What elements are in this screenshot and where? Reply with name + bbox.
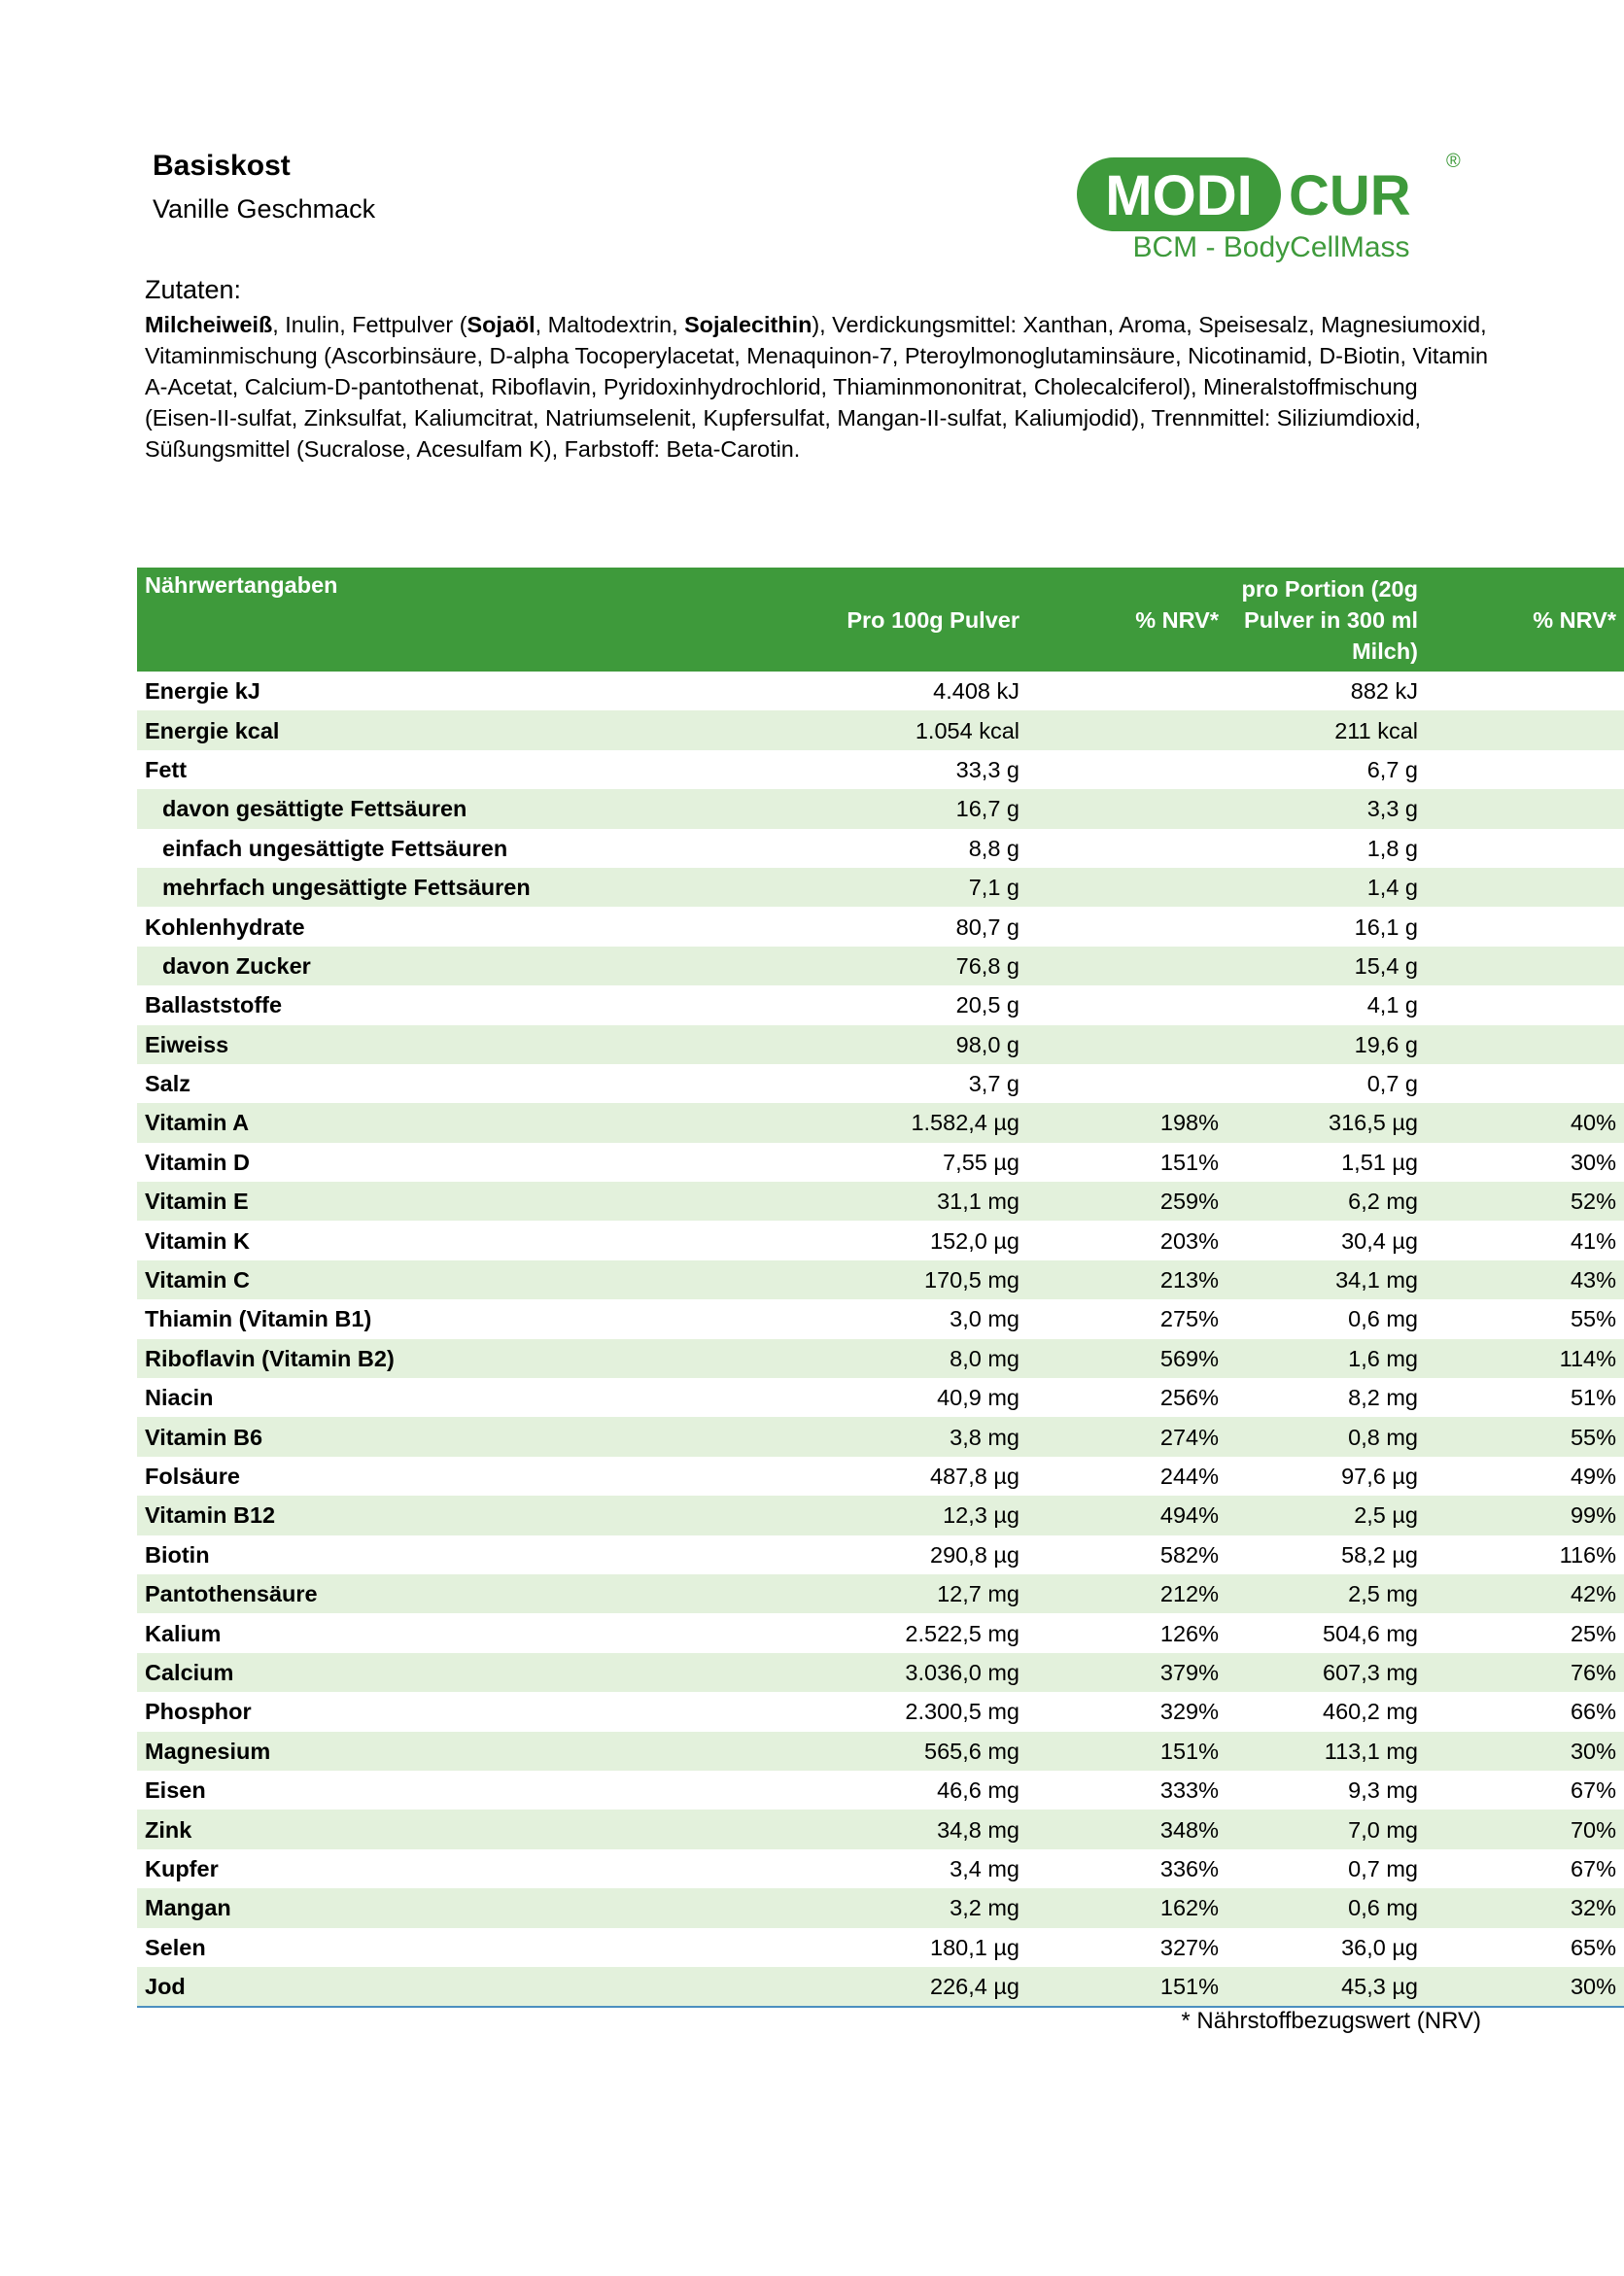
nrv-per-portion: 30%	[1570, 1149, 1616, 1175]
nutrition-row	[137, 907, 1624, 946]
value-per-100g: 152,0 µg	[930, 1227, 1019, 1254]
nrv-per-portion: 30%	[1426, 1967, 1624, 2007]
ingredients-segment: ), Verdickungsmittel: Xanthan, Aroma, Speisesalz, Magnesiumoxid, Vitaminmischung (Ascorbinsäure, D-alpha Tocoperylacetat, Menaquinon-7, Pteroylmonoglutaminsäure, Nicotinamid, D-Biotin, Vitamin A-Acetat, Calcium-D-pantothenat, Riboflavin, Pyridoxinhydrochlorid, Thiaminmononitrat, Cholecalciferol), Mineralstoffmischung (Eisen-II-sulfat, Zinksulfat, Kaliumcitrat, Natriumselenit, Kupfersulfat, Mangan-II-sulfat, Kaliumjodid), Trennmittel: Siliziumdioxid, Süßungsmittel (Sucralose, Acesulfam K), Farbstoff: Beta-Carotin.	[145, 312, 1489, 462]
nrv-per-100g	[1027, 710, 1227, 749]
nutrient-name: davon Zucker	[137, 947, 749, 985]
value-per-100g: 1.582,4 µg	[749, 1103, 1027, 1142]
nrv-per-100g: 203%	[1159, 1227, 1219, 1254]
value-per-100g: 170,5 mg	[749, 1260, 1027, 1299]
nutrient-name: Fett	[145, 756, 188, 782]
nutrient-name: Vitamin E	[137, 1182, 749, 1221]
nrv-per-portion: 43%	[1426, 1260, 1624, 1299]
value-per-100g: 98,0 g	[749, 1025, 1027, 1064]
nutrient-name: Jod	[137, 1967, 749, 2007]
nutrition-row	[137, 1692, 1624, 1731]
nrv-per-portion: 67%	[1570, 1855, 1616, 1881]
value-per-portion: 211 kcal	[1227, 710, 1426, 749]
value-per-100g: 3.036,0 mg	[749, 1653, 1027, 1692]
value-per-100g: 2.522,5 mg	[905, 1620, 1019, 1646]
nutrition-row	[137, 1732, 1624, 1771]
value-per-100g: 3,4 mg	[950, 1855, 1019, 1881]
nrv-per-100g: 259%	[1027, 1182, 1227, 1221]
value-per-100g: 487,8 µg	[930, 1464, 1019, 1489]
value-per-portion: 97,6 µg	[1341, 1464, 1418, 1489]
nutrient-name: Energie kcal	[137, 710, 749, 749]
nrv-per-100g: 162%	[1027, 1888, 1227, 1927]
nrv-per-portion	[1426, 868, 1624, 907]
value-per-100g: 7,1 g	[749, 868, 1027, 907]
value-per-portion: 460,2 mg	[1323, 1699, 1418, 1725]
value-per-100g: 20,5 g	[955, 992, 1019, 1018]
logo-word-cur: CUR	[1289, 164, 1411, 227]
value-per-100g: 8,0 mg	[749, 1339, 1027, 1378]
nutrient-name: mehrfach ungesättigte Fettsäuren	[137, 868, 749, 907]
value-per-portion: 36,0 µg	[1341, 1934, 1418, 1960]
nutrition-row	[137, 1378, 1624, 1417]
nutrient-name: Mangan	[137, 1888, 749, 1927]
nrv-per-100g	[1027, 829, 1227, 868]
nrv-per-portion: 42%	[1426, 1574, 1624, 1613]
nutrition-row	[137, 1025, 1624, 1064]
nrv-per-100g: 256%	[1159, 1385, 1219, 1411]
value-per-portion: 113,1 mg	[1227, 1732, 1426, 1771]
nrv-per-100g: 151%	[1159, 1149, 1219, 1175]
nutrient-name: Magnesium	[137, 1732, 749, 1771]
value-per-100g: 290,8 µg	[930, 1541, 1019, 1568]
nrv-footnote: * Nährstoffbezugswert (NRV)	[1181, 2008, 1481, 2034]
nrv-per-portion: 30%	[1426, 1732, 1624, 1771]
value-per-100g: 12,7 mg	[749, 1574, 1027, 1613]
nutrient-name: Kupfer	[145, 1855, 219, 1881]
value-per-100g: 80,7 g	[955, 914, 1019, 940]
nrv-per-100g	[1027, 1025, 1227, 1064]
nrv-per-portion: 70%	[1426, 1810, 1624, 1848]
value-per-100g: 33,3 g	[955, 756, 1019, 782]
nutrition-row	[137, 1496, 1624, 1535]
nrv-per-100g: 151%	[1027, 1732, 1227, 1771]
value-per-portion: 1,8 g	[1366, 835, 1418, 861]
nutrient-name: Ballaststoffe	[145, 992, 283, 1018]
nutrient-name: Riboflavin (Vitamin B2)	[137, 1339, 749, 1378]
nrv-per-100g: 274%	[1027, 1417, 1227, 1456]
nutrition-row	[137, 1339, 1624, 1378]
nutrient-name: Vitamin A	[137, 1103, 749, 1142]
value-per-portion: 45,3 µg	[1227, 1967, 1426, 2007]
nutrient-name: Thiamin (Vitamin B1)	[145, 1306, 372, 1332]
nutrient-name: Pantothensäure	[137, 1574, 749, 1613]
product-title: Basiskost	[153, 150, 291, 182]
nrv-per-portion	[1426, 1064, 1624, 1103]
value-per-100g: 76,8 g	[749, 947, 1027, 985]
value-per-portion: 58,2 µg	[1341, 1541, 1418, 1568]
product-flavor: Vanille Geschmack	[153, 194, 376, 224]
nutrition-row	[137, 1613, 1624, 1652]
nrv-per-portion: 40%	[1426, 1103, 1624, 1142]
nutrition-row	[137, 1967, 1624, 2007]
nrv-per-portion: 52%	[1426, 1182, 1624, 1221]
nutrition-row	[137, 1888, 1624, 1927]
nrv-per-100g	[1027, 1064, 1227, 1103]
value-per-portion: 0,6 mg	[1227, 1888, 1426, 1927]
nutrient-name: Vitamin B6	[137, 1417, 749, 1456]
nutrient-name: davon gesättigte Fettsäuren	[137, 789, 749, 828]
value-per-portion: 4,1 g	[1366, 992, 1418, 1018]
nutrition-row	[137, 1143, 1624, 1182]
value-per-portion: 30,4 µg	[1341, 1227, 1418, 1254]
nrv-per-100g: 126%	[1159, 1620, 1219, 1646]
nutrient-name: Selen	[145, 1934, 206, 1960]
ingredients-segment: , Inulin, Fettpulver (	[272, 312, 467, 337]
nrv-per-portion: 41%	[1570, 1227, 1616, 1254]
nutrition-row	[137, 1221, 1624, 1259]
nutrition-row	[137, 1103, 1624, 1142]
value-per-100g: 12,3 µg	[749, 1496, 1027, 1535]
value-per-portion: 0,6 mg	[1348, 1306, 1418, 1332]
nrv-per-portion: 65%	[1570, 1934, 1616, 1960]
nrv-per-portion: 49%	[1570, 1464, 1616, 1489]
nrv-per-portion	[1426, 710, 1624, 749]
header-nrv-portion: % NRV*	[1426, 568, 1624, 672]
value-per-100g: 1.054 kcal	[749, 710, 1027, 749]
nrv-per-100g: 582%	[1159, 1541, 1219, 1568]
nutrition-row	[137, 710, 1624, 749]
nutrition-row	[137, 1299, 1624, 1338]
value-per-100g: 4.408 kJ	[933, 678, 1019, 705]
nutrient-name: einfach ungesättigte Fettsäuren	[162, 835, 508, 861]
nutrition-row	[137, 1574, 1624, 1613]
nrv-per-100g	[1027, 907, 1227, 946]
nutrition-row	[137, 829, 1624, 868]
nutrient-name: Energie kJ	[145, 678, 260, 705]
nutrition-row	[137, 789, 1624, 828]
value-per-100g: 3,8 mg	[749, 1417, 1027, 1456]
nutrition-row	[137, 1535, 1624, 1574]
nutrient-name: Kohlenhydrate	[145, 914, 305, 940]
value-per-portion: 16,1 g	[1354, 914, 1418, 940]
nutrient-name: Vitamin K	[145, 1227, 250, 1254]
logo-word-modi: MODI	[1105, 164, 1253, 227]
nutrient-name: Vitamin B12	[137, 1496, 749, 1535]
header-nutrient: Nährwertangaben	[137, 568, 749, 672]
nutrient-name: Phosphor	[145, 1699, 252, 1725]
value-per-100g: 3,2 mg	[749, 1888, 1027, 1927]
allergen-highlight: Milcheiweiß	[145, 312, 273, 337]
value-per-100g: 226,4 µg	[749, 1967, 1027, 2007]
nrv-per-100g	[1027, 789, 1227, 828]
value-per-100g: 34,8 mg	[749, 1810, 1027, 1848]
nrv-per-100g: 213%	[1027, 1260, 1227, 1299]
nutrition-row	[137, 1810, 1624, 1848]
value-per-portion: 504,6 mg	[1323, 1620, 1418, 1646]
nutrition-header-row	[137, 568, 1624, 672]
nrv-per-100g: 569%	[1027, 1339, 1227, 1378]
ingredients-heading: Zutaten:	[145, 275, 242, 304]
nutrient-name: Biotin	[145, 1541, 210, 1568]
value-per-portion: 882 kJ	[1350, 678, 1418, 705]
nrv-per-100g	[1027, 672, 1227, 710]
nutrient-name: Eiweiss	[137, 1025, 749, 1064]
nutrient-name: Salz	[145, 1071, 191, 1097]
registered-mark: ®	[1446, 151, 1461, 172]
nrv-per-100g	[1027, 985, 1227, 1024]
value-per-100g: 40,9 mg	[937, 1385, 1019, 1411]
nrv-per-100g: 244%	[1159, 1464, 1219, 1489]
nrv-per-100g	[1027, 947, 1227, 985]
value-per-portion: 0,7 g	[1366, 1071, 1418, 1097]
value-per-portion: 7,0 mg	[1227, 1810, 1426, 1848]
value-per-portion: 0,7 mg	[1348, 1855, 1418, 1881]
value-per-portion: 8,2 mg	[1348, 1385, 1418, 1411]
value-per-portion: 34,1 mg	[1227, 1260, 1426, 1299]
nutrition-row	[137, 985, 1624, 1024]
logo-tagline: BCM - BodyCellMass	[1132, 231, 1410, 263]
value-per-100g: 16,7 g	[749, 789, 1027, 828]
value-per-portion: 3,3 g	[1227, 789, 1426, 828]
nrv-per-100g	[1027, 868, 1227, 907]
nutrition-row	[137, 1928, 1624, 1967]
header-nrv-100g: % NRV*	[1027, 568, 1227, 672]
nrv-per-100g: 333%	[1159, 1777, 1219, 1804]
nrv-per-100g: 151%	[1027, 1967, 1227, 2007]
value-per-portion: 607,3 mg	[1227, 1653, 1426, 1692]
nrv-per-portion: 76%	[1426, 1653, 1624, 1692]
nrv-per-portion: 55%	[1426, 1417, 1624, 1456]
value-per-100g: 180,1 µg	[930, 1934, 1019, 1960]
header-per-100g: Pro 100g Pulver	[749, 568, 1027, 672]
nrv-per-portion	[1426, 985, 1624, 1024]
nrv-per-portion: 99%	[1426, 1496, 1624, 1535]
value-per-portion: 316,5 µg	[1227, 1103, 1426, 1142]
nrv-per-100g: 275%	[1159, 1306, 1219, 1332]
value-per-portion: 2,5 mg	[1227, 1574, 1426, 1613]
allergen-highlight: Sojaöl	[466, 312, 536, 337]
value-per-portion: 1,6 mg	[1227, 1339, 1426, 1378]
value-per-portion: 6,7 g	[1366, 756, 1418, 782]
nrv-per-100g: 348%	[1027, 1810, 1227, 1848]
nutrition-row	[137, 1771, 1624, 1810]
value-per-100g: 7,55 µg	[943, 1149, 1019, 1175]
value-per-portion: 19,6 g	[1227, 1025, 1426, 1064]
value-per-100g: 8,8 g	[968, 835, 1019, 861]
nutrient-name: Eisen	[145, 1777, 206, 1804]
nrv-per-100g	[1027, 750, 1227, 789]
nrv-per-portion: 67%	[1570, 1777, 1616, 1804]
nrv-per-portion	[1426, 1025, 1624, 1064]
nrv-per-portion	[1426, 789, 1624, 828]
nrv-per-portion	[1426, 829, 1624, 868]
header-per-portion: pro Portion (20g Pulver in 300 ml Milch)	[1227, 568, 1426, 672]
nutrient-name: Vitamin D	[145, 1149, 250, 1175]
nutrition-row	[137, 1417, 1624, 1456]
value-per-portion: 2,5 µg	[1227, 1496, 1426, 1535]
nrv-per-portion	[1426, 750, 1624, 789]
nutrition-row	[137, 868, 1624, 907]
nrv-per-portion: 25%	[1570, 1620, 1616, 1646]
nutrient-name: Calcium	[137, 1653, 749, 1692]
modicur-logo	[1077, 146, 1466, 272]
value-per-portion: 6,2 mg	[1227, 1182, 1426, 1221]
nrv-per-portion	[1426, 672, 1624, 710]
value-per-100g: 3,0 mg	[950, 1306, 1019, 1332]
nrv-per-portion: 51%	[1570, 1385, 1616, 1411]
value-per-100g: 31,1 mg	[749, 1182, 1027, 1221]
nrv-per-portion: 114%	[1426, 1339, 1624, 1378]
value-per-100g: 565,6 mg	[749, 1732, 1027, 1771]
ingredients-segment: , Maltodextrin,	[535, 312, 685, 337]
nutrient-name: Zink	[137, 1810, 749, 1848]
nutrition-row	[137, 1260, 1624, 1299]
value-per-100g: 3,7 g	[968, 1071, 1019, 1097]
nutrient-name: Niacin	[145, 1385, 214, 1411]
nutrition-row	[137, 1849, 1624, 1888]
nutrition-row	[137, 1457, 1624, 1496]
nutrient-name: Folsäure	[145, 1464, 240, 1489]
nrv-per-portion: 66%	[1570, 1699, 1616, 1725]
nutrition-table	[137, 568, 1624, 2008]
value-per-portion: 15,4 g	[1227, 947, 1426, 985]
nrv-per-portion: 116%	[1559, 1541, 1616, 1568]
value-per-portion: 9,3 mg	[1348, 1777, 1418, 1804]
nutrition-row	[137, 672, 1624, 710]
nutrient-name: Vitamin C	[137, 1260, 749, 1299]
value-per-100g: 2.300,5 mg	[905, 1699, 1019, 1725]
nrv-per-100g: 212%	[1027, 1574, 1227, 1613]
nutrition-row	[137, 1182, 1624, 1221]
nrv-per-portion	[1426, 907, 1624, 946]
nrv-per-portion: 32%	[1426, 1888, 1624, 1927]
nutrient-name: Kalium	[145, 1620, 222, 1646]
value-per-portion: 0,8 mg	[1227, 1417, 1426, 1456]
nrv-per-100g: 327%	[1159, 1934, 1219, 1960]
nutrition-row	[137, 750, 1624, 789]
value-per-portion: 1,51 µg	[1341, 1149, 1418, 1175]
nrv-per-100g: 198%	[1027, 1103, 1227, 1142]
value-per-100g: 46,6 mg	[937, 1777, 1019, 1804]
nrv-per-portion: 55%	[1570, 1306, 1616, 1332]
nrv-per-100g: 494%	[1027, 1496, 1227, 1535]
nutrition-row	[137, 947, 1624, 985]
nrv-per-100g: 336%	[1159, 1855, 1219, 1881]
nutrition-row	[137, 1064, 1624, 1103]
ingredients-text	[145, 309, 1491, 465]
nrv-per-portion	[1426, 947, 1624, 985]
nrv-per-100g: 329%	[1159, 1699, 1219, 1725]
nrv-per-100g: 379%	[1027, 1653, 1227, 1692]
nutrition-row	[137, 1653, 1624, 1692]
value-per-portion: 1,4 g	[1227, 868, 1426, 907]
allergen-highlight: Sojalecithin	[684, 312, 812, 337]
